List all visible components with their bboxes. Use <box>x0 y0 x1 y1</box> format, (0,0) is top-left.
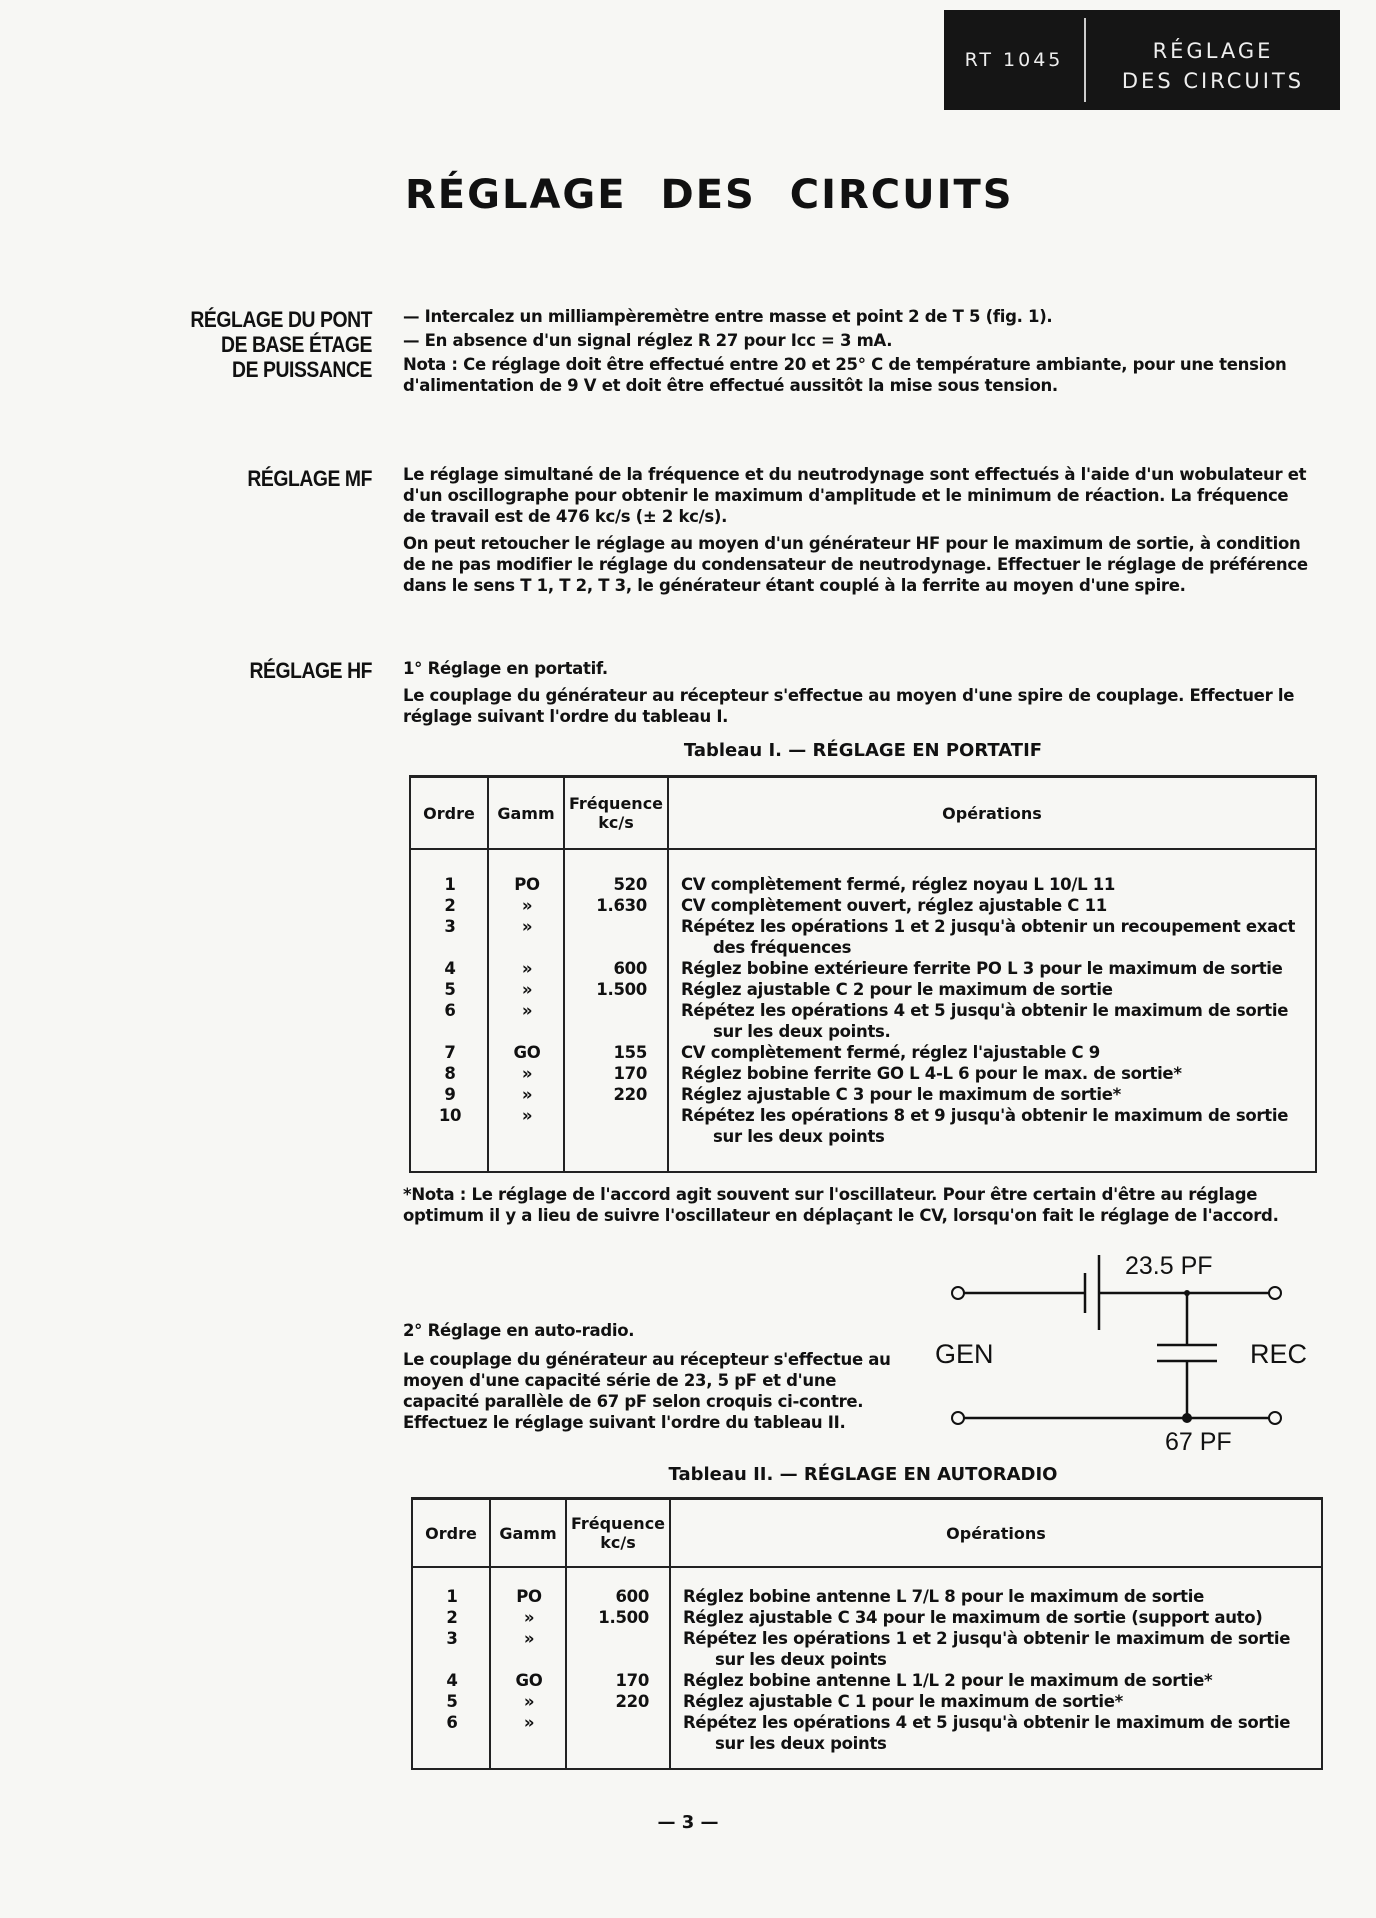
cell-operation-continuation: sur les deux points. <box>713 1022 891 1041</box>
pont-line-1: — Intercalez un milliampèremètre entre masse et point 2 de T 5 (fig. 1). <box>403 307 1053 326</box>
cell-freq-text: 520 <box>613 875 647 894</box>
cell-freq-text: 1.630 <box>596 896 647 915</box>
cell-freq-text: 155 <box>613 1043 647 1062</box>
table1-body <box>411 874 1315 1147</box>
header-tab <box>944 10 1340 110</box>
cell-freq <box>567 1691 671 1712</box>
cell-gamm-text: » <box>521 1106 533 1125</box>
page-title: RÉGLAGE DES CIRCUITS <box>405 172 1014 218</box>
cell-operation-continuation: des fréquences <box>713 938 852 957</box>
col-header-freq <box>565 778 669 848</box>
table-row <box>411 1084 1315 1105</box>
freq-header-line2: kc/s <box>598 813 634 832</box>
freq-header-line1: Fréquence <box>568 794 664 813</box>
cell-ordre <box>411 958 489 979</box>
cell-ordre <box>411 1042 489 1063</box>
cell-operation <box>669 1105 1315 1147</box>
heading-line: RÉGLAGE DU PONT <box>190 307 372 332</box>
cell-gamm <box>491 1628 567 1670</box>
col-header-gamm: Gamm <box>491 1500 567 1566</box>
cell-gamm <box>489 979 565 1000</box>
cell-operation-text: Répétez les opérations 8 et 9 jusqu'à obtenir le maximum de sortie <box>681 1106 1289 1125</box>
gen-label: GEN <box>935 1339 994 1369</box>
cell-operation <box>669 1000 1315 1042</box>
cell-gamm <box>489 874 565 895</box>
cell-freq-text: 600 <box>613 959 647 978</box>
cell-operation <box>669 874 1315 895</box>
section-heading-mf: RÉGLAGE MF <box>247 466 372 491</box>
cell-freq <box>565 1105 669 1147</box>
cell-operation-text: Répétez les opérations 1 et 2 jusqu'à obtenir un recoupement exact <box>681 917 1296 936</box>
hf-sub2 <box>403 1320 903 1433</box>
cell-ordre <box>413 1607 491 1628</box>
cell-operation-text: Réglez ajustable C 2 pour le maximum de sortie <box>681 980 1113 999</box>
cell-ordre <box>413 1586 491 1607</box>
cell-operation-text: Réglez bobine antenne L 1/L 2 pour le maximum de sortie* <box>683 1671 1213 1690</box>
page-number: — 3 — <box>657 1812 719 1833</box>
table-row <box>413 1691 1321 1712</box>
cell-gamm <box>489 916 565 958</box>
coupling-circuit-diagram <box>925 1245 1308 1465</box>
cell-operation <box>669 895 1315 916</box>
cell-freq <box>565 916 669 958</box>
table-frame <box>409 778 1317 1173</box>
parallel-cap-label: 67 PF <box>1165 1428 1232 1456</box>
cell-operation-text: Réglez bobine antenne L 7/L 8 pour le maximum de sortie <box>683 1587 1204 1606</box>
cell-ordre <box>413 1691 491 1712</box>
cell-freq <box>567 1586 671 1607</box>
series-cap-label: 23.5 PF <box>1125 1252 1213 1280</box>
table-row <box>413 1712 1321 1754</box>
doc-code: RT 1045 <box>964 49 1064 71</box>
cell-freq-text: 600 <box>615 1587 649 1606</box>
cell-ordre-text: 2 <box>444 896 456 915</box>
cell-gamm <box>489 895 565 916</box>
cell-gamm-text: » <box>521 1085 533 1104</box>
cell-gamm <box>491 1670 567 1691</box>
cell-gamm <box>489 1105 565 1147</box>
freq-header-line2: kc/s <box>600 1533 636 1552</box>
col-header-freq <box>567 1500 671 1566</box>
hf-sub2-title: 2° Réglage en auto-radio. <box>403 1321 635 1340</box>
table2-body <box>413 1586 1321 1754</box>
cell-ordre-text: 5 <box>444 980 456 999</box>
heading-line: DE PUISSANCE <box>232 357 372 382</box>
cell-gamm-text: » <box>521 1001 533 1020</box>
hf-nota: *Nota : Le réglage de l'accord agit souvent sur l'oscillateur. Pour être certain d'être au réglage optimum il y a lieu de suivre l'oscillateur en déplaçant le CV, lorsqu'on fait le réglage de l'accord. <box>403 1185 1279 1225</box>
cell-ordre-text: 4 <box>446 1671 458 1690</box>
table-row <box>411 979 1315 1000</box>
col-header-ordre: Ordre <box>413 1500 491 1566</box>
cell-gamm <box>491 1691 567 1712</box>
table-header-row <box>411 778 1315 850</box>
cell-ordre-text: 10 <box>438 1106 462 1125</box>
cell-ordre <box>413 1670 491 1691</box>
mf-paragraph-1: Le réglage simultané de la fréquence et du neutrodynage sont effectués à l'aide d'un wobulateur et d'un oscillographe pour obtenir le maximum d'amplitude et le minimum de réaction. La fréquence de travail est de 476 kc/s (± 2 kc/s). <box>403 465 1307 526</box>
cell-ordre-text: 8 <box>444 1064 456 1083</box>
cell-ordre-text: 6 <box>446 1713 458 1732</box>
cell-operation-text: CV complètement fermé, réglez l'ajustable C 9 <box>681 1043 1100 1062</box>
cell-gamm-text: » <box>523 1629 535 1648</box>
cell-ordre <box>411 1105 489 1147</box>
section-heading-hf: RÉGLAGE HF <box>249 658 372 683</box>
table-row <box>411 1063 1315 1084</box>
cell-freq-text: 170 <box>615 1671 649 1690</box>
table-row <box>411 958 1315 979</box>
section-heading-pont <box>178 307 372 382</box>
table-portatif <box>409 775 1317 1173</box>
rec-label: REC <box>1250 1339 1308 1369</box>
cell-ordre <box>411 1063 489 1084</box>
cell-ordre <box>411 874 489 895</box>
cell-operation-text: Répétez les opérations 4 et 5 jusqu'à obtenir le maximum de sortie <box>681 1001 1289 1020</box>
cell-operation-text: Réglez bobine extérieure ferrite PO L 3 pour le maximum de sortie <box>681 959 1283 978</box>
cell-operation-text: CV complètement ouvert, réglez ajustable C 11 <box>681 896 1107 915</box>
table-frame <box>411 1500 1323 1770</box>
table-row <box>411 895 1315 916</box>
cell-ordre-text: 6 <box>444 1001 456 1020</box>
cell-operation <box>671 1670 1321 1691</box>
table-row <box>413 1670 1321 1691</box>
cell-operation <box>671 1691 1321 1712</box>
table-row <box>411 874 1315 895</box>
cell-freq-text: 1.500 <box>598 1608 649 1627</box>
cell-operation <box>669 1063 1315 1084</box>
cell-ordre <box>411 895 489 916</box>
cell-gamm-text: » <box>521 896 533 915</box>
cell-operation <box>671 1607 1321 1628</box>
table-row <box>413 1607 1321 1628</box>
cell-freq <box>565 979 669 1000</box>
cell-operation <box>669 1084 1315 1105</box>
cell-operation-text: Réglez ajustable C 1 pour le maximum de sortie* <box>683 1692 1123 1711</box>
cell-gamm <box>491 1712 567 1754</box>
cell-ordre-text: 5 <box>446 1692 458 1711</box>
table-row <box>411 1105 1315 1147</box>
cell-freq <box>567 1670 671 1691</box>
table1-caption: Tableau I. — RÉGLAGE EN PORTATIF <box>683 740 1043 761</box>
cell-freq <box>565 1084 669 1105</box>
cell-operation <box>669 1042 1315 1063</box>
cell-freq-text: 170 <box>613 1064 647 1083</box>
cell-freq <box>565 958 669 979</box>
table-header-row <box>413 1500 1321 1568</box>
mf-paragraph-2: On peut retoucher le réglage au moyen d'un générateur HF pour le maximum de sortie, à condition de ne pas modifier le réglage du condensateur de neutrodynage. Effectuer le réglage de préférence dans le sens T 1, T 2, T 3, le générateur étant couplé à la ferrite au moyen d'une spire. <box>403 534 1308 595</box>
cell-operation <box>669 979 1315 1000</box>
col-header-ordre: Ordre <box>411 778 489 848</box>
cell-operation <box>669 916 1315 958</box>
cell-operation-text: CV complètement fermé, réglez noyau L 10/L 11 <box>681 875 1116 894</box>
cell-gamm-text: » <box>523 1713 535 1732</box>
cell-ordre <box>411 979 489 1000</box>
section-body-mf <box>403 464 1313 596</box>
cell-operation-text: Répétez les opérations 4 et 5 jusqu'à obtenir le maximum de sortie <box>683 1713 1291 1732</box>
hf-sub1-title: 1° Réglage en portatif. <box>403 659 608 678</box>
cell-ordre-text: 2 <box>446 1608 458 1627</box>
table-row <box>413 1628 1321 1670</box>
cell-ordre-text: 1 <box>446 1587 458 1606</box>
junction-dot <box>1184 1290 1190 1296</box>
heading-line: DE BASE ÉTAGE <box>221 332 372 357</box>
hf-sub1-text: Le couplage du générateur au récepteur s'effectue au moyen d'une spire de couplage. Effectuer le réglage suivant l'ordre du tableau I. <box>403 686 1295 726</box>
cell-ordre-text: 9 <box>444 1085 456 1104</box>
cell-ordre-text: 4 <box>444 959 456 978</box>
cell-gamm-text: GO <box>513 1043 541 1062</box>
cell-gamm-text: GO <box>515 1671 543 1690</box>
header-title-line2: DES CIRCUITS <box>1121 69 1305 93</box>
cell-freq <box>567 1607 671 1628</box>
cell-freq <box>565 895 669 916</box>
cell-operation-text: Réglez ajustable C 34 pour le maximum de sortie (support auto) <box>683 1608 1263 1627</box>
table-row <box>411 916 1315 958</box>
cell-ordre-text: 7 <box>444 1043 456 1062</box>
cell-freq <box>565 1000 669 1042</box>
cell-operation-continuation: sur les deux points <box>713 1127 885 1146</box>
cell-gamm <box>489 958 565 979</box>
table-row <box>411 1042 1315 1063</box>
cell-gamm <box>489 1063 565 1084</box>
col-header-ops: Opérations <box>946 1523 1046 1543</box>
cell-operation-continuation: sur les deux points <box>715 1734 887 1753</box>
cell-ordre-text: 3 <box>444 917 456 936</box>
cell-ordre <box>413 1712 491 1754</box>
cell-operation-text: Réglez ajustable C 3 pour le maximum de sortie* <box>681 1085 1121 1104</box>
cell-gamm <box>489 1084 565 1105</box>
pont-line-2: — En absence d'un signal réglez R 27 pour Icc = 3 mA. <box>403 331 893 350</box>
cell-gamm-text: » <box>521 959 533 978</box>
terminal <box>952 1412 964 1424</box>
cell-freq-text: 1.500 <box>596 980 647 999</box>
header-title-line1: RÉGLAGE <box>1152 39 1274 63</box>
cell-ordre <box>413 1628 491 1670</box>
cell-gamm-text: » <box>523 1608 535 1627</box>
cell-operation-text: Répétez les opérations 1 et 2 jusqu'à obtenir le maximum de sortie <box>683 1629 1291 1648</box>
cell-gamm <box>489 1042 565 1063</box>
junction-dot <box>1182 1413 1192 1423</box>
cell-ordre <box>411 1084 489 1105</box>
cell-freq <box>567 1628 671 1670</box>
cell-freq <box>567 1712 671 1754</box>
section-body-pont <box>403 306 1313 396</box>
cell-operation-continuation: sur les deux points <box>715 1650 887 1669</box>
pont-nota: Nota : Ce réglage doit être effectué entre 20 et 25° C de température ambiante, pour une tension d'alimentation de 9 V et doit être effectué aussitôt la mise sous tension. <box>403 355 1287 395</box>
table-autoradio <box>411 1497 1323 1770</box>
cell-freq-text: 220 <box>615 1692 649 1711</box>
col-header-gamm: Gamm <box>489 778 565 848</box>
cell-gamm <box>489 1000 565 1042</box>
cell-gamm <box>491 1607 567 1628</box>
cell-operation <box>669 958 1315 979</box>
hf-sub2-text: Le couplage du générateur au récepteur s'effectue au moyen d'une capacité série de 23, 5 pF et d'une capacité parallèle de 67 pF selon croquis ci-contre. Effectuez le réglage suivant l'ordre du tableau II. <box>403 1350 891 1432</box>
cell-gamm-text: » <box>521 1064 533 1083</box>
cell-ordre-text: 3 <box>446 1629 458 1648</box>
cell-gamm-text: PO <box>514 875 540 894</box>
terminal <box>952 1287 964 1299</box>
cell-freq <box>565 874 669 895</box>
table-row <box>413 1586 1321 1607</box>
table2-caption: Tableau II. — RÉGLAGE EN AUTORADIO <box>668 1464 1058 1485</box>
cell-freq-text: 220 <box>613 1085 647 1104</box>
header-title <box>1086 36 1340 96</box>
cell-gamm-text: » <box>523 1692 535 1711</box>
terminal <box>1269 1287 1281 1299</box>
cell-ordre-text: 1 <box>444 875 456 894</box>
cell-freq <box>565 1042 669 1063</box>
cell-operation <box>671 1628 1321 1670</box>
cell-gamm <box>491 1586 567 1607</box>
cell-operation-text: Réglez bobine ferrite GO L 4-L 6 pour le max. de sortie* <box>681 1064 1182 1083</box>
cell-operation <box>671 1586 1321 1607</box>
cell-ordre <box>411 916 489 958</box>
cell-freq <box>565 1063 669 1084</box>
terminal <box>1269 1412 1281 1424</box>
cell-gamm-text: PO <box>516 1587 542 1606</box>
table-row <box>411 1000 1315 1042</box>
cell-operation <box>671 1712 1321 1754</box>
freq-header-line1: Fréquence <box>570 1514 666 1533</box>
cell-gamm-text: » <box>521 980 533 999</box>
cell-ordre <box>411 1000 489 1042</box>
section-body-hf <box>403 658 1313 727</box>
cell-gamm-text: » <box>521 917 533 936</box>
col-header-ops: Opérations <box>942 803 1042 823</box>
